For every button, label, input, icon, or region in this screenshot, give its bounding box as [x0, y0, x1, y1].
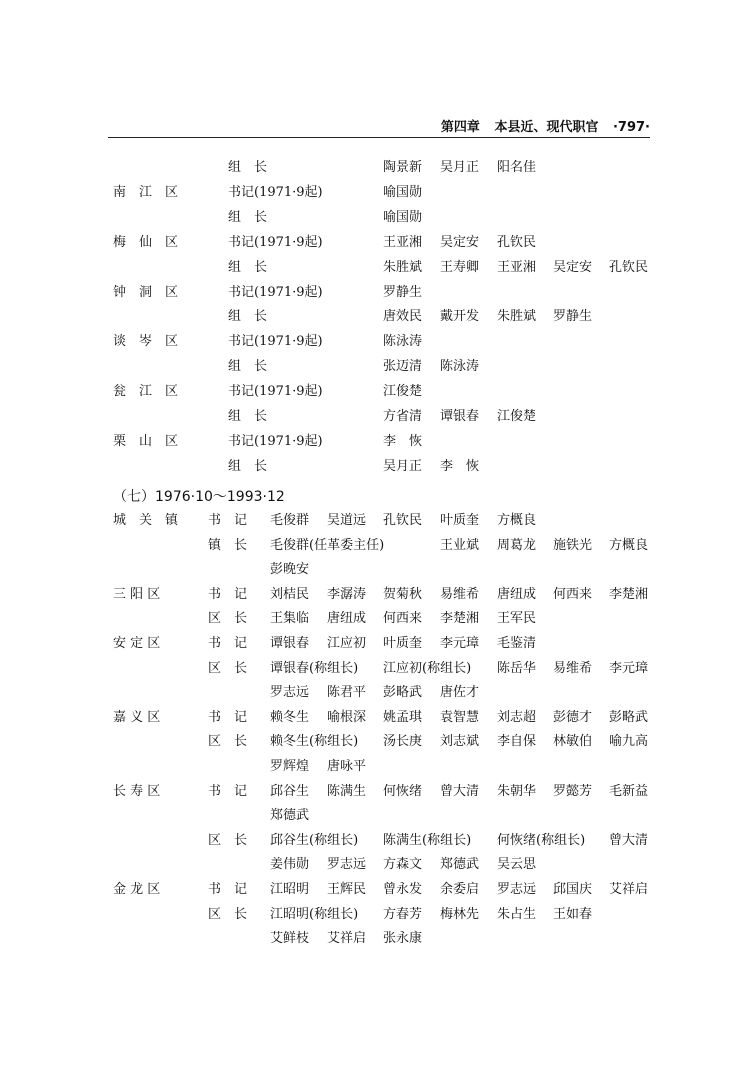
- name-cell: 唐纽成: [497, 586, 537, 602]
- position-label: 组 长: [228, 409, 268, 424]
- name-cell: 罗静生: [383, 284, 423, 300]
- name-cell: 江应初(称组长): [383, 660, 472, 676]
- district-name: 城 关 镇: [113, 513, 179, 528]
- name-cell: 艾祥启: [609, 882, 649, 897]
- name-cell: 毛俊群(任革委主任): [270, 537, 385, 553]
- name-cell: 方概良: [609, 537, 649, 553]
- name-cell: 罗辉煌: [270, 759, 310, 774]
- name-cell: 罗志远: [327, 857, 367, 873]
- name-cell: 朱朝华: [497, 783, 537, 799]
- name-cell: 曾永发: [383, 882, 423, 897]
- name-cell: 吴定安: [440, 234, 480, 250]
- position-label: 书记(1971·9起): [228, 334, 323, 350]
- name-cell: 郑德武: [270, 808, 310, 824]
- name-cell: 梅林先: [440, 906, 480, 922]
- name-cell: 李 恢: [383, 433, 423, 449]
- district-name: 钟 洞 区: [113, 284, 179, 300]
- name-cell: 唐佐才: [440, 685, 480, 701]
- name-cell: 易维希: [440, 586, 480, 602]
- position-label: 书记(1971·9起): [228, 184, 323, 200]
- running-header: [108, 116, 650, 136]
- name-cell: 吴定安: [553, 259, 593, 275]
- name-cell: 林敏伯: [553, 734, 593, 750]
- header-rule: [108, 137, 650, 138]
- name-cell: 江应初: [327, 636, 367, 651]
- name-cell: 袁智慧: [440, 709, 480, 725]
- position-label: 区 长: [208, 611, 248, 627]
- name-cell: 何恢绪(称组长): [497, 832, 586, 848]
- name-cell: 方森文: [383, 857, 423, 873]
- section-title: （七）1976·10～1993·12: [113, 489, 285, 505]
- district-name: 嘉 义 区: [113, 709, 161, 725]
- name-cell: 朱胜斌: [497, 309, 537, 325]
- name-cell: 谭银春: [440, 409, 480, 424]
- position-label: 区 长: [208, 660, 248, 676]
- name-cell: 王亚湘: [383, 234, 423, 250]
- position-label: 组 长: [228, 160, 268, 175]
- name-cell: 艾祥启: [327, 931, 367, 947]
- name-cell: 方省清: [383, 409, 423, 424]
- position-label: 书 记: [208, 783, 248, 799]
- position-label: 组 长: [228, 259, 268, 275]
- district-name: 南 江 区: [113, 184, 179, 200]
- name-cell: 江昭明(称组长): [270, 906, 359, 922]
- name-cell: 阳名佳: [497, 160, 537, 175]
- name-cell: 陈君平: [327, 685, 367, 701]
- name-cell: 姜伟勋: [270, 857, 310, 873]
- name-cell: 施铁光: [553, 537, 593, 553]
- name-cell: 郑德武: [440, 857, 480, 873]
- position-label: 书记(1971·9起): [228, 284, 323, 300]
- name-cell: 陶景新: [383, 160, 423, 175]
- name-cell: 张永康: [383, 931, 423, 947]
- name-cell: 喻国勋: [383, 209, 423, 225]
- name-cell: 吴月正: [383, 458, 423, 474]
- position-label: 组 长: [228, 309, 268, 325]
- name-cell: 李楚湘: [440, 611, 480, 627]
- name-cell: 江俊楚: [383, 384, 423, 400]
- position-label: 组 长: [228, 209, 268, 225]
- name-cell: 何恢绪: [383, 783, 423, 799]
- name-cell: 刘志斌: [440, 734, 480, 750]
- name-cell: 王亚湘: [497, 259, 537, 275]
- name-cell: 谭银春(称组长): [270, 660, 359, 676]
- name-cell: 孔钦民: [383, 513, 423, 528]
- name-cell: 何西来: [383, 611, 423, 627]
- name-cell: 刘桔民: [270, 586, 310, 602]
- position-label: 组 长: [228, 458, 268, 474]
- name-cell: 周葛龙: [497, 537, 537, 553]
- name-cell: 曾大清: [440, 783, 480, 799]
- name-cell: 谭银春: [270, 636, 310, 651]
- name-cell: 王军民: [497, 611, 537, 627]
- page-number: ·797·: [612, 120, 650, 135]
- name-cell: 陈满生: [327, 783, 367, 799]
- position-label: 区 长: [208, 832, 248, 848]
- name-cell: 陈泳涛: [383, 334, 423, 350]
- position-label: 镇 长: [208, 537, 248, 553]
- name-cell: 喻九高: [609, 734, 649, 750]
- name-cell: 戴开发: [440, 309, 480, 325]
- name-cell: 王如春: [553, 906, 593, 922]
- name-cell: 陈泳涛: [440, 359, 480, 375]
- name-cell: 彭略武: [383, 685, 423, 701]
- name-cell: 彭略武: [609, 709, 649, 725]
- district-name: 三 阳 区: [113, 586, 161, 602]
- name-cell: 彭晚安: [270, 562, 310, 578]
- position-label: 书记(1971·9起): [228, 433, 323, 449]
- name-cell: 汤长庚: [383, 734, 423, 750]
- district-name: 栗 山 区: [113, 433, 179, 449]
- name-cell: 曾大清: [609, 832, 649, 848]
- name-cell: 喻根深: [327, 709, 367, 725]
- name-cell: 彭德才: [553, 709, 593, 725]
- chapter-title: 本县近、现代职官: [494, 120, 599, 135]
- position-label: 书 记: [208, 636, 248, 651]
- district-name: 谈 岑 区: [113, 334, 179, 350]
- name-cell: 唐纽成: [327, 611, 367, 627]
- district-name: 安 定 区: [113, 636, 161, 651]
- name-cell: 邱谷生: [270, 783, 310, 799]
- name-cell: 罗志远: [270, 685, 310, 701]
- district-name: 梅 仙 区: [113, 234, 179, 250]
- name-cell: 江昭明: [270, 882, 310, 897]
- name-cell: 朱胜斌: [383, 259, 423, 275]
- name-cell: 朱占生: [497, 906, 537, 922]
- name-cell: 张迈清: [383, 359, 423, 375]
- district-name: 瓮 江 区: [113, 384, 179, 400]
- name-cell: 毛新益: [609, 783, 649, 799]
- chapter-label: 第四章: [440, 120, 480, 135]
- name-cell: 姚孟琪: [383, 709, 423, 725]
- name-cell: 刘志超: [497, 709, 537, 725]
- name-cell: 王寿卿: [440, 259, 480, 275]
- district-name: 金 龙 区: [113, 882, 161, 897]
- position-label: 区 长: [208, 734, 248, 750]
- name-cell: 李自保: [497, 734, 537, 750]
- name-cell: 王集临: [270, 611, 310, 627]
- name-cell: 方春芳: [383, 906, 423, 922]
- name-cell: 吴月正: [440, 160, 480, 175]
- name-cell: 余委启: [440, 882, 480, 897]
- name-cell: 孔钦民: [609, 259, 649, 275]
- name-cell: 李潺涛: [327, 586, 367, 602]
- name-cell: 陈岳华: [497, 660, 537, 676]
- name-cell: 赖冬生: [270, 709, 310, 725]
- name-cell: 何西来: [553, 586, 593, 602]
- name-cell: 罗志远: [497, 882, 537, 897]
- name-cell: 王辉民: [327, 882, 367, 897]
- position-label: 组 长: [228, 359, 268, 375]
- name-cell: 毛鉴清: [497, 636, 537, 651]
- name-cell: 陈满生(称组长): [383, 832, 472, 848]
- name-cell: 易维希: [553, 660, 593, 676]
- name-cell: 江俊楚: [497, 409, 537, 424]
- position-label: 区 长: [208, 906, 248, 922]
- name-cell: 李 恢: [440, 458, 480, 474]
- position-label: 书 记: [208, 882, 248, 897]
- name-cell: 艾鲜枝: [270, 931, 310, 947]
- name-cell: 邱国庆: [553, 882, 593, 897]
- position-label: 书记(1971·9起): [228, 234, 323, 250]
- name-cell: 王业斌: [440, 537, 480, 553]
- name-cell: 罗静生: [553, 309, 593, 325]
- name-cell: 吴云思: [497, 857, 537, 873]
- name-cell: 吴道远: [327, 513, 367, 528]
- district-name: 长 寿 区: [113, 783, 161, 799]
- name-cell: 唐效民: [383, 309, 423, 325]
- name-cell: 罗懿芳: [553, 783, 593, 799]
- position-label: 书 记: [208, 586, 248, 602]
- name-cell: 叶质奎: [383, 636, 423, 651]
- name-cell: 喻国勋: [383, 184, 423, 200]
- name-cell: 方概良: [497, 513, 537, 528]
- position-label: 书记(1971·9起): [228, 384, 323, 400]
- name-cell: 李楚湘: [609, 586, 649, 602]
- name-cell: 唐咏平: [327, 759, 367, 774]
- position-label: 书 记: [208, 513, 248, 528]
- name-cell: 邱谷生(称组长): [270, 832, 359, 848]
- name-cell: 叶质奎: [440, 513, 480, 528]
- name-cell: 贺菊秋: [383, 586, 423, 602]
- name-cell: 赖冬生(称组长): [270, 734, 359, 750]
- name-cell: 李元璋: [609, 660, 649, 676]
- name-cell: 毛俊群: [270, 513, 310, 528]
- position-label: 书 记: [208, 709, 248, 725]
- name-cell: 李元璋: [440, 636, 480, 651]
- name-cell: 孔钦民: [497, 234, 537, 250]
